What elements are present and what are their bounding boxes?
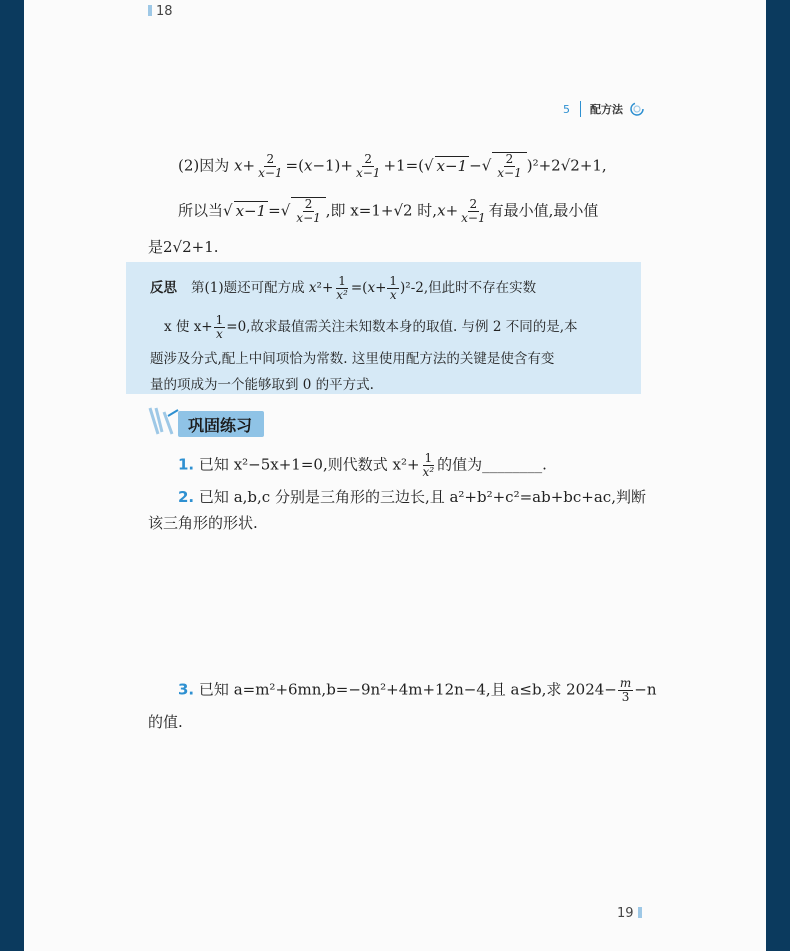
left-page-number: 18	[148, 4, 173, 19]
reflection-line-4: 量的项成为一个能够取到 0 的平方式.	[150, 377, 374, 393]
swirl-icon	[629, 101, 645, 117]
exercise-1: 1. 已知 x²−5x+1=0,则代数式 x²+ $\frac{1}{\text{x²}}$ 的值为________.	[178, 451, 547, 480]
pen-icon	[146, 404, 182, 440]
right-page-number: 19	[617, 906, 642, 921]
reflection-line-2: x 使 x+ $\frac{1}{x}$ =0,故求最值需关注未知数本身的取值. 与例 2 不同的是,本	[164, 313, 578, 342]
exercise-2: 2. 已知 a,b,c 分别是三角形的三边长,且 a²+b²+c²=ab+bc+ac,判断	[178, 488, 646, 506]
reflection-line-1: 反思 第(1)题还可配方成 x²+ $\frac{1}{\text{x²}}$ =(x+ $\frac{1}{x}$ )²-2,但此时不存在实数	[150, 274, 537, 303]
reflection-label: 反思	[150, 280, 177, 297]
section-title: 巩固练习	[188, 416, 253, 435]
solution-line-3: 是2√2+1.	[148, 238, 219, 256]
chapter-header: 5 配方法	[563, 101, 645, 117]
reflection-line-3: 题涉及分式,配上中间项恰为常数. 这里使用配方法的关键是使含有变	[150, 351, 555, 367]
exercise-2-cont: 该三角形的形状.	[148, 514, 258, 532]
exercise-3: 3. 已知 a=m²+6mn,b=−9n²+4m+12n−4,且 a≤b,求 2024− $\frac{m}{3}$ −n	[178, 676, 657, 705]
solution-line-2: 所以当√ x−1 =√ $\frac{2}{x-1}$ ,即 x=1+√2 时,x+ $\frac{2}{x-1}$ 有最小值,最小值	[178, 197, 599, 226]
solution-line-1: (2)因为 x+ $\frac{2}{x-1}$ =(x−1)+ $\frac{2}{x-1}$ +1=(√ x−1 −√ $\frac{2}{x-1}$ )²+2√2+1,	[178, 152, 607, 181]
exercise-3-cont: 的值.	[148, 713, 183, 731]
